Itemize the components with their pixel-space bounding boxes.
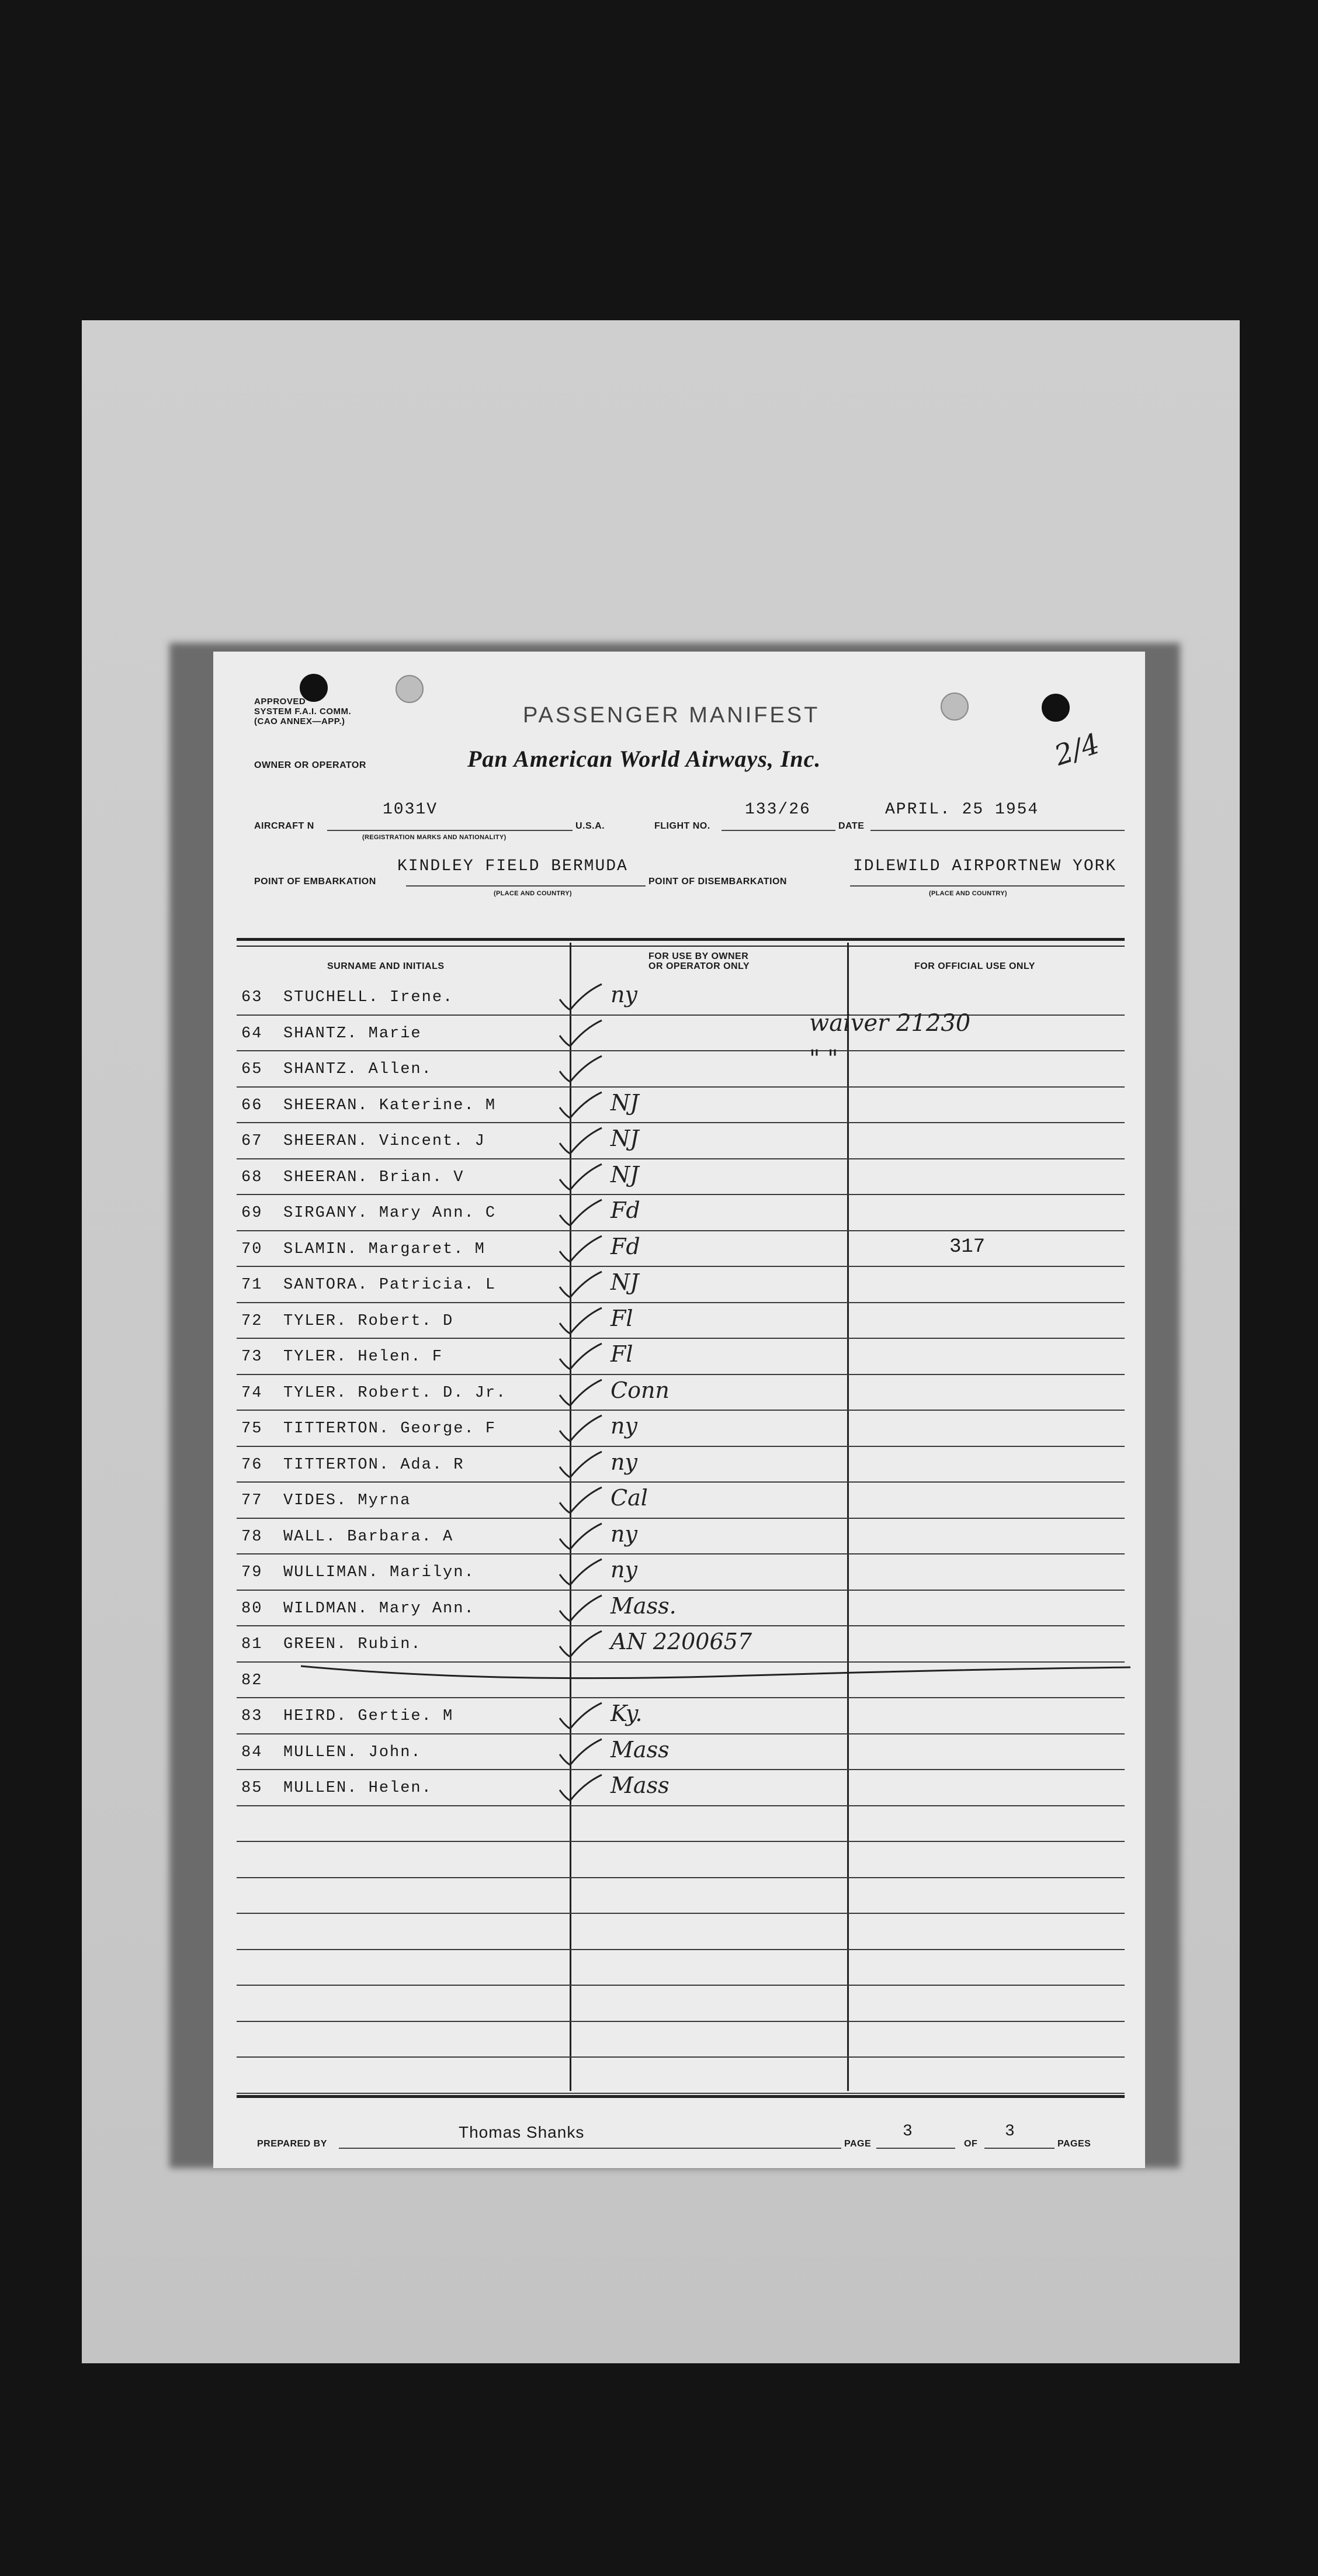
passenger-number: 74 [241,1384,263,1402]
passenger-number: 83 [241,1708,263,1725]
date-underline [870,830,1125,831]
passenger-number: 68 [241,1168,263,1186]
approval-line-1: APPROVED [254,697,306,707]
approval-line-3: (CAO ANNEX—APP.) [254,716,345,726]
table-row [213,982,1145,1018]
of-underline [984,2148,1055,2149]
checkmark-icon [555,1126,608,1155]
checkmark-icon [555,1197,608,1227]
aircraft-underline [327,830,573,831]
passenger-name: SHEERAN. Vincent. J [283,1133,485,1150]
header-owner-line-2: OR OPERATOR ONLY [648,961,750,971]
prepared-underline [339,2148,841,2149]
passenger-name: MULLEN. John. [283,1743,422,1761]
table-row [213,1234,1145,1270]
table-row [213,1772,1145,1809]
prepared-by-label: PREPARED BY [257,2139,327,2149]
checkmark-icon [555,1162,608,1191]
embark-label: POINT OF EMBARKATION [254,877,376,887]
embark-underline [406,885,646,887]
page-label: PAGE [844,2139,872,2149]
operator-initials: Mass [611,1736,670,1763]
passenger-name: SLAMIN. Margaret. M [283,1240,485,1258]
page-underline [876,2148,955,2149]
passenger-name: WULLIMAN. Marilyn. [283,1564,475,1581]
table-row [213,1341,1145,1377]
checkmark-icon [555,1772,608,1802]
passenger-name: VIDES. Myrna [283,1492,411,1509]
passenger-name: WALL. Barbara. A [283,1528,454,1546]
passenger-name: WILDMAN. Mary Ann. [283,1599,475,1618]
operator-initials: Ky. [611,1701,643,1726]
date-label: DATE [838,821,865,831]
checkmark-icon [555,1269,608,1299]
passenger-number: 85 [241,1779,263,1797]
passenger-number: 72 [241,1312,263,1330]
operator-initials: Mass. [611,1592,677,1619]
table-row [213,1377,1145,1414]
passenger-number: 66 [241,1096,263,1114]
passenger-number: 73 [241,1348,263,1366]
header-owner-line-1: FOR USE BY OWNER [648,951,749,961]
operator-initials: Fd [611,1197,640,1223]
passenger-name: TYLER. Robert. D. Jr. [283,1384,507,1402]
table-row [213,1737,1145,1773]
operator-initials: Cal [611,1485,648,1511]
operator-initials: NJ [611,1161,639,1187]
passenger-number: 63 [241,989,263,1006]
corner-note: 2/4 [1050,727,1104,773]
passenger-name: TITTERTON. Ada. R [283,1456,464,1474]
punch-hole [396,675,424,703]
row-rule [237,2056,1125,2058]
checkmark-icon [555,1485,608,1514]
disembark-note: (PLACE AND COUNTRY) [929,890,1007,897]
passenger-name: SIRGANY. Mary Ann. C [283,1204,497,1222]
embark-note: (PLACE AND COUNTRY) [494,890,572,897]
row-rule [237,1985,1125,1986]
aircraft-value: 1031V [383,801,438,819]
header-official: FOR OFFICIAL USE ONLY [914,961,1035,971]
passenger-name: GREEN. Rubin. [283,1636,422,1653]
checkmark-icon [555,1054,608,1083]
official-note: 317 [949,1235,986,1258]
passenger-number: 82 [241,1671,263,1689]
passenger-name: SHEERAN. Katerine. M [283,1096,497,1114]
aircraft-label: AIRCRAFT N [254,821,314,831]
approval-line-2: SYSTEM F.A.I. COMM. [254,707,352,716]
operator-initials: Fd [611,1233,640,1259]
passenger-name: SHANTZ. Allen. [283,1061,432,1078]
header-surname: SURNAME AND INITIALS [327,961,445,971]
passenger-name: SHANTZ. Marie [283,1024,422,1043]
row-rule [237,2021,1125,2022]
row-rule [237,1913,1125,1914]
passenger-number: 65 [241,1061,263,1078]
official-note: " " [809,1045,838,1072]
table-bottom-border [237,2095,1125,2098]
row-rule [237,1949,1125,1950]
passenger-number: 76 [241,1456,263,1474]
table-row [213,1521,1145,1557]
operator-initials: Conn [611,1377,670,1403]
passenger-manifest-form [213,652,1145,2168]
passenger-number: 67 [241,1133,263,1150]
row-rule [237,2093,1125,2094]
pages-label: PAGES [1057,2139,1091,2149]
checkmark-icon [555,982,608,1011]
checkmark-icon [555,1306,608,1335]
operator-initials: Fl [611,1305,633,1331]
table-row [213,1593,1145,1629]
passenger-name: TITTERTON. George. F [283,1420,497,1438]
disembark-label: POINT OF DISEMBARKATION [648,877,787,887]
operator-initials: ny [611,1413,637,1439]
table-row [213,1269,1145,1306]
passenger-name: SANTORA. Patricia. L [283,1276,497,1294]
operator-initials: NJ [611,1089,639,1116]
checkmark-icon [555,1341,608,1370]
passenger-number: 64 [241,1024,263,1043]
checkmark-icon [555,1593,608,1622]
passenger-number: 80 [241,1599,263,1618]
disembark-underline [850,885,1125,887]
punch-hole [941,693,969,721]
table-row [213,1162,1145,1198]
table-top-border [237,938,1125,941]
embark-value: KINDLEY FIELD BERMUDA [397,857,628,875]
passenger-number: 77 [241,1492,263,1509]
passenger-number: 81 [241,1636,263,1653]
operator-initials: Fl [611,1341,633,1367]
checkmark-icon [555,1557,608,1586]
operator-initials: ny [611,982,637,1007]
owner-operator-label: OWNER OR OPERATOR [254,760,366,770]
table-row [213,1701,1145,1737]
passenger-number: 75 [241,1420,263,1438]
passenger-number: 70 [241,1240,263,1258]
passenger-number: 79 [241,1564,263,1581]
operator-initials: NJ [611,1269,639,1295]
checkmark-icon [555,1377,608,1407]
of-value: 3 [1005,2123,1016,2141]
page-value: 3 [903,2123,914,2141]
operator-initials: AN 2200657 [611,1629,752,1654]
table-row [213,1126,1145,1162]
table-row [213,1090,1145,1126]
checkmark-icon [555,1234,608,1263]
operator-initials: NJ [611,1126,639,1151]
passenger-number: 71 [241,1276,263,1294]
checkmark-icon [555,1413,608,1442]
operator-initials: ny [611,1557,637,1583]
table-row [213,1485,1145,1521]
usa-label: U.S.A. [575,821,605,831]
passenger-name: HEIRD. Gertie. M [283,1708,454,1725]
checkmark-icon [555,1701,608,1730]
official-note: waiver 21230 [809,1009,971,1037]
strike-line [301,1659,1130,1682]
checkmark-icon [555,1090,608,1119]
table-row [213,1009,1145,1054]
table-row [213,1413,1145,1449]
checkmark-icon [555,1018,608,1047]
checkmark-icon [555,1449,608,1479]
prepared-by-value: Thomas Shanks [459,2123,585,2141]
flight-underline [722,830,835,831]
passenger-name: MULLEN. Helen. [283,1779,432,1797]
row-rule [237,1877,1125,1878]
passenger-number: 84 [241,1743,263,1761]
manifest-title: PASSENGER MANIFEST [523,703,820,728]
table-row [213,1197,1145,1234]
registration-note: (REGISTRATION MARKS AND NATIONALITY) [362,834,507,841]
passenger-number: 69 [241,1204,263,1222]
table-row [213,1449,1145,1486]
passenger-name: SHEERAN. Brian. V [283,1168,464,1186]
flight-value: 133/26 [745,801,811,819]
passenger-name: STUCHELL. Irene. [283,989,454,1006]
disembark-value: IDLEWILD AIRPORTNEW YORK [853,857,1117,875]
date-value: APRIL. 25 1954 [885,801,1039,819]
of-label: OF [964,2139,978,2149]
table-row [213,1557,1145,1593]
table-top-border-inner [237,946,1125,947]
flight-label: FLIGHT NO. [654,821,710,831]
passenger-name: TYLER. Robert. D [283,1312,454,1330]
punch-hole [1042,694,1070,722]
table-row [213,1306,1145,1342]
operator-initials: Mass [611,1772,670,1798]
table-row [213,1665,1145,1701]
airline-name: Pan American World Airways, Inc. [467,746,821,772]
operator-initials: ny [611,1449,637,1475]
checkmark-icon [555,1737,608,1766]
passenger-name: TYLER. Helen. F [283,1348,443,1366]
checkmark-icon [555,1521,608,1550]
table-row [213,1045,1145,1090]
passenger-number: 78 [241,1528,263,1546]
operator-initials: ny [611,1521,637,1547]
checkmark-icon [555,1629,608,1658]
row-rule [237,1841,1125,1842]
